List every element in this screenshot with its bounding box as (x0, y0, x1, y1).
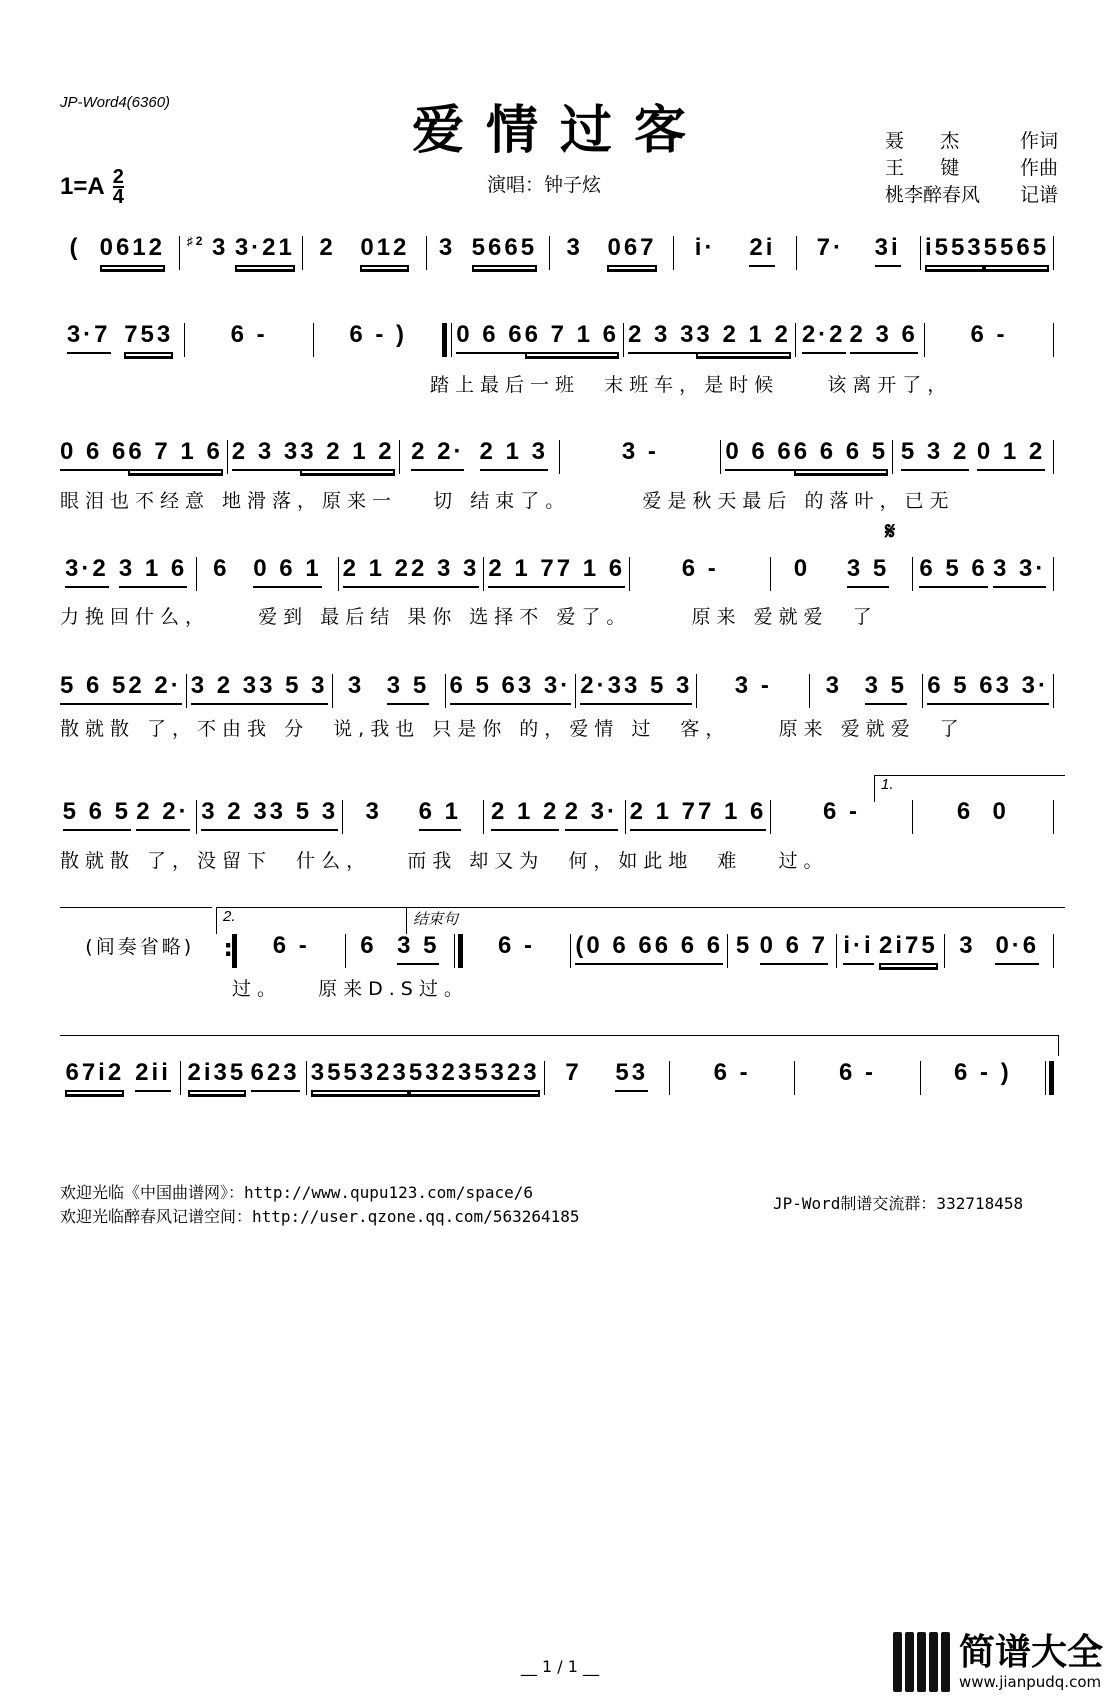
note-group: 0 6 6 (456, 321, 524, 354)
measure (456, 321, 619, 357)
measure (60, 798, 192, 834)
lyrics-line: 力挽回什么， 爱到 最后结 果你 选择不 爱了。 原来 爱就爱 了 (60, 606, 878, 628)
volta-line (60, 1035, 1059, 1056)
credit-name: 桃李醉春风 (885, 184, 981, 206)
note-group: 2·3 (580, 672, 624, 705)
note-group: 3 5 3 (270, 798, 338, 831)
note-group: 3 1 6 (119, 555, 187, 588)
note-group: 2 3 3 (628, 321, 696, 354)
note-group: 3i (875, 234, 901, 267)
credits (885, 128, 1058, 209)
footer-link-qupu[interactable]: 欢迎光临《中国曲谱网》：http://www.qupu123.com/space/6 (60, 1183, 533, 1202)
note-group: 2 (319, 234, 336, 261)
time-top: 2 (112, 166, 124, 188)
repeat-end: : (223, 934, 237, 968)
note-group: i· (694, 234, 716, 261)
note-group: 6 (360, 932, 377, 959)
note-group: 3 3· (518, 672, 571, 705)
bar-line (836, 934, 837, 968)
bar-line (1053, 557, 1054, 591)
note-group: 3·21 (235, 234, 295, 267)
bar-line (186, 674, 187, 708)
bar-line (575, 674, 576, 708)
bar-line (920, 1061, 921, 1095)
measure (927, 672, 1049, 708)
watermark-url: www.jianpudq.com (959, 1673, 1102, 1691)
note-group: 6 - (498, 932, 536, 959)
bar-line (180, 1061, 181, 1095)
segno-icon: 𝄋 (885, 517, 896, 545)
measure (60, 1059, 176, 1095)
note-group: 753 (124, 321, 173, 354)
note-group: 6 - (838, 1059, 876, 1086)
bar-line (184, 323, 185, 357)
credit-lyricist (885, 128, 1058, 155)
bar-line (912, 800, 913, 834)
measure (841, 932, 941, 968)
credit-name: 王 键 (885, 157, 960, 179)
credit-name: 聂 杰 (885, 130, 960, 152)
lyrics-line: 眼泪也不经意 地滑落，原来一 切 结束了。 爱是秋天最后 的落叶，已无 (60, 490, 955, 512)
bar-line (399, 440, 400, 474)
lyrics-line: 散就散 了，没留下 什么， 而我 却又为 何，如此地 难 过。 (60, 850, 829, 872)
bar-line (809, 674, 810, 708)
note-group: 0·6 (995, 932, 1039, 965)
bar-line (445, 674, 446, 708)
note-group: i·i (843, 932, 873, 965)
footer-group: JP-Word制谱交流群：332718458 (773, 1194, 1024, 1213)
note-group: 2i35 (188, 1059, 247, 1092)
bar-line (720, 440, 721, 474)
note-group: 7 1 6 (557, 555, 625, 588)
note-group: 6 - (970, 321, 1008, 348)
note-group: 0 6 6 (60, 438, 128, 471)
note-group: 3 5 3 (259, 672, 327, 705)
measure (488, 555, 625, 591)
measure (634, 555, 766, 591)
credit-role: 作曲 (1019, 157, 1058, 179)
measure (60, 321, 180, 357)
note-group: 3 (566, 234, 583, 261)
measure (60, 438, 223, 474)
bar-line (770, 557, 771, 591)
note-group: 3 2 3 (191, 672, 259, 705)
volta-bracket: 结束句 (406, 907, 1065, 934)
note-group: 2ii (135, 1059, 171, 1092)
bar-line (426, 236, 427, 270)
bar-line (196, 800, 197, 834)
measure (450, 672, 572, 708)
note-group: 5565 (984, 234, 1049, 267)
measure (60, 555, 192, 591)
note-group: 3 3· (993, 555, 1046, 588)
note-group: 2i (749, 234, 775, 267)
note-group: 0 1 2 (977, 438, 1045, 471)
note-group: 6 7 1 6 (525, 321, 619, 354)
note-group: 3·2 (65, 555, 109, 588)
note-group: 012 (360, 234, 409, 267)
note-group: 3 - (621, 438, 659, 465)
bar-line (625, 800, 626, 834)
note-group: (0 6 6 (575, 932, 654, 965)
bar-line (796, 236, 797, 270)
score-row (60, 932, 1058, 968)
note-group: 0 (793, 555, 811, 582)
note-group: 2 3· (565, 798, 618, 831)
note-group: 6 - (272, 932, 310, 959)
measure (311, 1059, 540, 1095)
note-group: 2 1 3 (480, 438, 548, 471)
footer-link-qzone[interactable]: 欢迎光临醉春风记谱空间：http://user.qzone.qq.com/563264185 (60, 1207, 580, 1226)
note-group: 0612 (100, 234, 165, 267)
measure (674, 1059, 790, 1095)
bar-line (673, 236, 674, 270)
repeat-start (442, 323, 452, 357)
measure (307, 234, 422, 270)
measure (801, 234, 916, 270)
bar-line (302, 236, 303, 270)
measure (949, 932, 1049, 968)
double-bar (454, 934, 463, 968)
measure (467, 932, 567, 968)
bar-line (313, 323, 314, 357)
note-group: 3 3· (996, 672, 1049, 705)
bar-line (179, 236, 180, 270)
measure (701, 672, 805, 708)
note-group: 5 6 5 (60, 672, 128, 705)
bar-line (227, 440, 228, 474)
note-group: 7 1 6 (698, 798, 766, 831)
note-group: 67i2 (65, 1059, 124, 1092)
score-row (60, 672, 1058, 708)
measure (201, 798, 338, 834)
note-group: 6 - ) (954, 1059, 1012, 1086)
volta-line (60, 907, 212, 908)
measure (184, 234, 299, 270)
bar-line (544, 1061, 545, 1095)
measure (318, 321, 438, 357)
measure (60, 932, 219, 968)
measure (929, 321, 1049, 357)
credit-transcriber (885, 182, 1058, 209)
score-row (60, 555, 1058, 591)
note-group: 53 (615, 1059, 648, 1092)
bar-line (1053, 934, 1054, 968)
note-group: 3 (211, 234, 229, 261)
bar-line (1053, 236, 1054, 270)
note-group: 623 (251, 1059, 300, 1092)
note-group: 6 - (681, 555, 719, 582)
piano-keys-icon (893, 1632, 953, 1692)
note-group: 6 5 6 (919, 555, 987, 588)
note-group: 6 5 6 (450, 672, 518, 705)
bar-line (338, 557, 339, 591)
bar-line (629, 557, 630, 591)
note-group: 3 2 3 (201, 798, 269, 831)
bar-line (342, 800, 343, 834)
measure (337, 672, 441, 708)
measure (799, 1059, 915, 1095)
note-group: 3 5 (865, 672, 907, 705)
note-group: 3 5 (387, 672, 429, 705)
credit-composer (885, 155, 1058, 182)
time-bottom: 4 (112, 186, 124, 208)
measure (564, 438, 716, 474)
note-group: 5 6 5 (63, 798, 131, 831)
measure (488, 798, 620, 834)
note-group: 6 1 (419, 798, 461, 831)
measure (232, 438, 395, 474)
measure (917, 555, 1049, 591)
note-group: 3 (347, 672, 365, 699)
measure (241, 932, 341, 968)
measure (60, 234, 175, 270)
note-group: ( (69, 234, 81, 261)
measure (814, 672, 918, 708)
bar-line (944, 934, 945, 968)
score-row (60, 234, 1058, 270)
software-label: JP-Word4(6360) (60, 94, 171, 111)
note-group: 3 (365, 798, 382, 825)
note-group: 6 - (713, 1059, 751, 1086)
credit-role: 作词 (1019, 130, 1058, 152)
watermark-logo (893, 1628, 1115, 1696)
measure (775, 555, 907, 591)
measure (725, 438, 888, 474)
note-group: 3 (959, 932, 976, 959)
note-group: 7 (565, 1059, 582, 1086)
note-group: 0 6 1 (253, 555, 321, 588)
note-group: 6 5 6 (927, 672, 995, 705)
note-group: 3 2 1 2 (696, 321, 790, 354)
bar-line (483, 800, 484, 834)
note-group: 6 - (230, 321, 268, 348)
measure (60, 672, 182, 708)
note-group: 7· (816, 234, 845, 261)
measure (800, 321, 920, 357)
note-group: 6 7 1 6 (128, 438, 222, 471)
singer: 演唱：钟子炫 (487, 174, 602, 196)
key-signature (60, 168, 124, 206)
lyrics-line: 踏上最后一班 末班车，是时候 该离开了， (430, 374, 953, 396)
note-group: 6 - ) (349, 321, 408, 348)
note-group: 3 5 (397, 932, 439, 965)
measure (678, 234, 793, 270)
measure (917, 798, 1049, 834)
note-group: 2 2· (128, 672, 181, 705)
note-group: 5665 (472, 234, 537, 267)
song-title: 爱情过客 (411, 100, 708, 161)
note-group: 2 1 2 (491, 798, 559, 831)
measure (925, 1059, 1041, 1095)
measure (925, 234, 1049, 270)
bar-line (892, 440, 893, 474)
measure (549, 1059, 665, 1095)
key-label: 1=A (60, 173, 105, 200)
bar-line (483, 557, 484, 591)
note-group: 2 2· (411, 438, 464, 471)
measure (404, 438, 556, 474)
note-group: 5 3 2 (901, 438, 969, 471)
note-group: 2 1 7 (630, 798, 698, 831)
note-group: 2 3 6 (850, 321, 918, 354)
measure (350, 932, 450, 968)
note-group: 2i75 (879, 932, 938, 965)
bar-line (559, 440, 560, 474)
measure (580, 672, 692, 708)
measure (630, 798, 767, 834)
note-group: 2 3 3 (232, 438, 300, 471)
note-group: 2 3 3 (411, 555, 479, 588)
page-number: __ 1 / 1 __ (520, 1657, 600, 1676)
note-group: 3 5 (847, 555, 889, 588)
lyrics-line: 过。 原来D.S过。 (232, 978, 469, 1000)
note-group: ♯2 (186, 234, 206, 248)
note-group: 3 (825, 672, 842, 699)
score-row (60, 798, 1058, 834)
bar-line (922, 674, 923, 708)
credit-role: 记谱 (1019, 184, 1058, 206)
note-group: 53235323 (409, 1059, 540, 1092)
lyrics-line: 散就散 了，不由我 分 说,我也 只是你 的，爱情 过 客， 原来 爱就爱 了 (60, 718, 965, 740)
note-group: 2 2· (136, 798, 189, 831)
note-group: 355323 (311, 1059, 409, 1092)
note-group: 3 - (734, 672, 772, 699)
measure (732, 932, 832, 968)
measure (347, 798, 479, 834)
bar-line (795, 323, 796, 357)
measure (191, 672, 328, 708)
bar-line (920, 236, 921, 270)
bar-line (196, 557, 197, 591)
bar-line (1053, 323, 1054, 357)
bar-line (1053, 800, 1054, 834)
measure (189, 321, 309, 357)
bar-line (345, 934, 346, 968)
note-group: 2·2 (802, 321, 846, 354)
measure (431, 234, 546, 270)
note-group: 5 (735, 932, 753, 959)
bar-line (1053, 674, 1054, 708)
bar-line (623, 323, 624, 357)
measure (775, 798, 907, 834)
bar-line (332, 674, 333, 708)
note-group: 0 6 7 (760, 932, 828, 965)
note-group: 6 - (823, 798, 861, 825)
bar-line (770, 800, 771, 834)
score-row (60, 321, 1058, 357)
bar-line (669, 1061, 670, 1095)
score-row (60, 1059, 1058, 1095)
bar-line (924, 323, 925, 357)
volta-bracket: 2. (216, 907, 409, 934)
bar-line (727, 934, 728, 968)
bar-line (306, 1061, 307, 1095)
bar-line (570, 934, 571, 968)
note-group: 067 (607, 234, 656, 267)
note-group: 6 6 6 5 (794, 438, 888, 471)
note-group: 3·7 (67, 321, 111, 354)
note-group: 2 1 7 (488, 555, 556, 588)
note-group: 3 5 3 (624, 672, 692, 705)
bar-line (912, 557, 913, 591)
bar-line (696, 674, 697, 708)
note-group: (间奏省略) (85, 936, 195, 958)
measure (185, 1059, 301, 1095)
measure (554, 234, 669, 270)
note-group: 6 0 (956, 798, 1009, 825)
bar-line (1053, 440, 1054, 474)
measure (201, 555, 333, 591)
note-group: 6 (213, 555, 230, 582)
measure (897, 438, 1049, 474)
final-bar (1045, 1061, 1054, 1095)
note-group: i553 (925, 234, 984, 267)
bar-line (549, 236, 550, 270)
measure (628, 321, 791, 357)
time-signature (113, 168, 124, 206)
watermark-name: 简谱大全 (959, 1632, 1104, 1673)
volta-bracket: 1. (874, 775, 1065, 802)
note-group: 6 6 6 (655, 932, 723, 965)
note-group: 0 6 6 (725, 438, 793, 471)
measure (343, 555, 480, 591)
measure (575, 932, 723, 968)
note-group: 3 (438, 234, 456, 261)
bar-line (794, 1061, 795, 1095)
score-row (60, 438, 1058, 474)
note-group: 3 2 1 2 (300, 438, 394, 471)
note-group: 2 1 2 (343, 555, 411, 588)
